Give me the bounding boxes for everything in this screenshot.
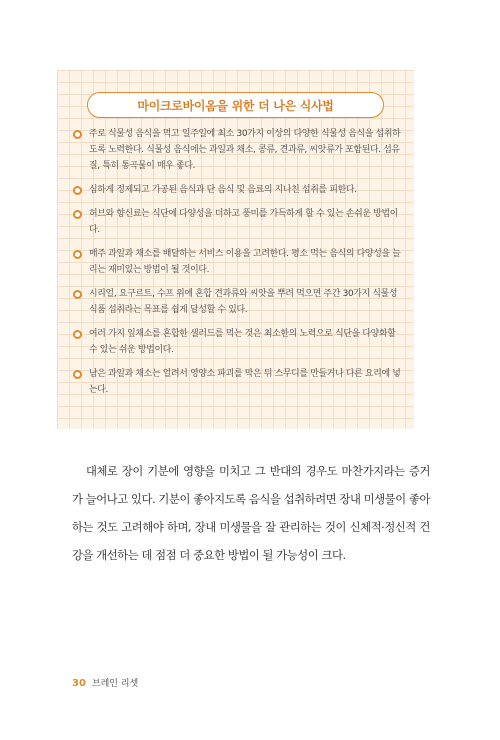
circle-bullet-icon bbox=[73, 370, 82, 379]
tip-text: 남은 과일과 채소는 얼려서 영양소 파괴를 막은 뒤 스무디를 만들거나 다른 요리에 넣는다. bbox=[89, 369, 401, 395]
list-item bbox=[73, 182, 403, 198]
circle-bullet-icon bbox=[73, 330, 82, 339]
circle-bullet-icon bbox=[73, 250, 82, 259]
tip-text: 매주 과일과 채소를 배달하는 서비스 이용을 고려한다. 평소 먹는 음식의 다양성을 늘리는 재미있는 방법이 될 것이다. bbox=[89, 249, 401, 275]
list-item bbox=[73, 246, 403, 278]
circle-bullet-icon bbox=[73, 210, 82, 219]
list-item bbox=[73, 126, 403, 174]
list-item bbox=[73, 366, 403, 398]
page-footer bbox=[72, 676, 138, 689]
tip-text: 주로 식물성 음식을 먹고 일주일에 최소 30가지 이상의 다양한 식물성 음식을 섭취하도록 노력한다. 식물성 음식에는 과일과 채소, 콩류, 견과류, 씨앗류가 포함된다. 섬유질, 특히 통곡물이 매우 좋다. bbox=[89, 129, 401, 171]
tip-text: 여러 가지 잎채소를 혼합한 샐러드를 먹는 것은 최소한의 노력으로 식단을 다양화할 수 있는 쉬운 방법이다. bbox=[89, 329, 396, 355]
circle-bullet-icon bbox=[73, 186, 82, 195]
list-item bbox=[73, 206, 403, 238]
tip-list bbox=[73, 126, 403, 406]
body-paragraph: 대체로 장이 기분에 영향을 미치고 그 반대의 경우도 마찬가지라는 증거가 늘어나고 있다. 기분이 좋아지도록 음식을 섭취하려면 장내 미생물이 좋아하는 것도 고려해야 하며, 장내 미생물을 잘 관리하는 것이 신체적·정신적 건강을 개선하는 데 점점 더 중요한 방법이 될 가능성이 크다. bbox=[72, 465, 430, 562]
tip-text: 허브와 향신료는 식단에 다양성을 더하고 풍미를 가득하게 할 수 있는 손쉬운 방법이다. bbox=[89, 209, 399, 235]
page-number: 30 bbox=[72, 678, 86, 689]
book-title: 브레인 리셋 bbox=[91, 679, 139, 689]
tip-text: 시리얼, 요구르트, 수프 위에 혼합 견과류와 씨앗을 뿌려 먹으면 주간 30가지 식물성 식품 섭취라는 목표를 쉽게 달성할 수 있다. bbox=[89, 289, 398, 315]
list-item bbox=[73, 326, 403, 358]
tip-box-title: 마이크로바이옴을 위한 더 나은 식사법 bbox=[87, 92, 384, 118]
circle-bullet-icon bbox=[73, 130, 82, 139]
list-item bbox=[73, 286, 403, 318]
tip-box bbox=[57, 70, 414, 429]
circle-bullet-icon bbox=[73, 290, 82, 299]
tip-text: 심하게 정제되고 가공된 음식과 단 음식 및 음료의 지나친 섭취를 피한다. bbox=[89, 185, 357, 195]
